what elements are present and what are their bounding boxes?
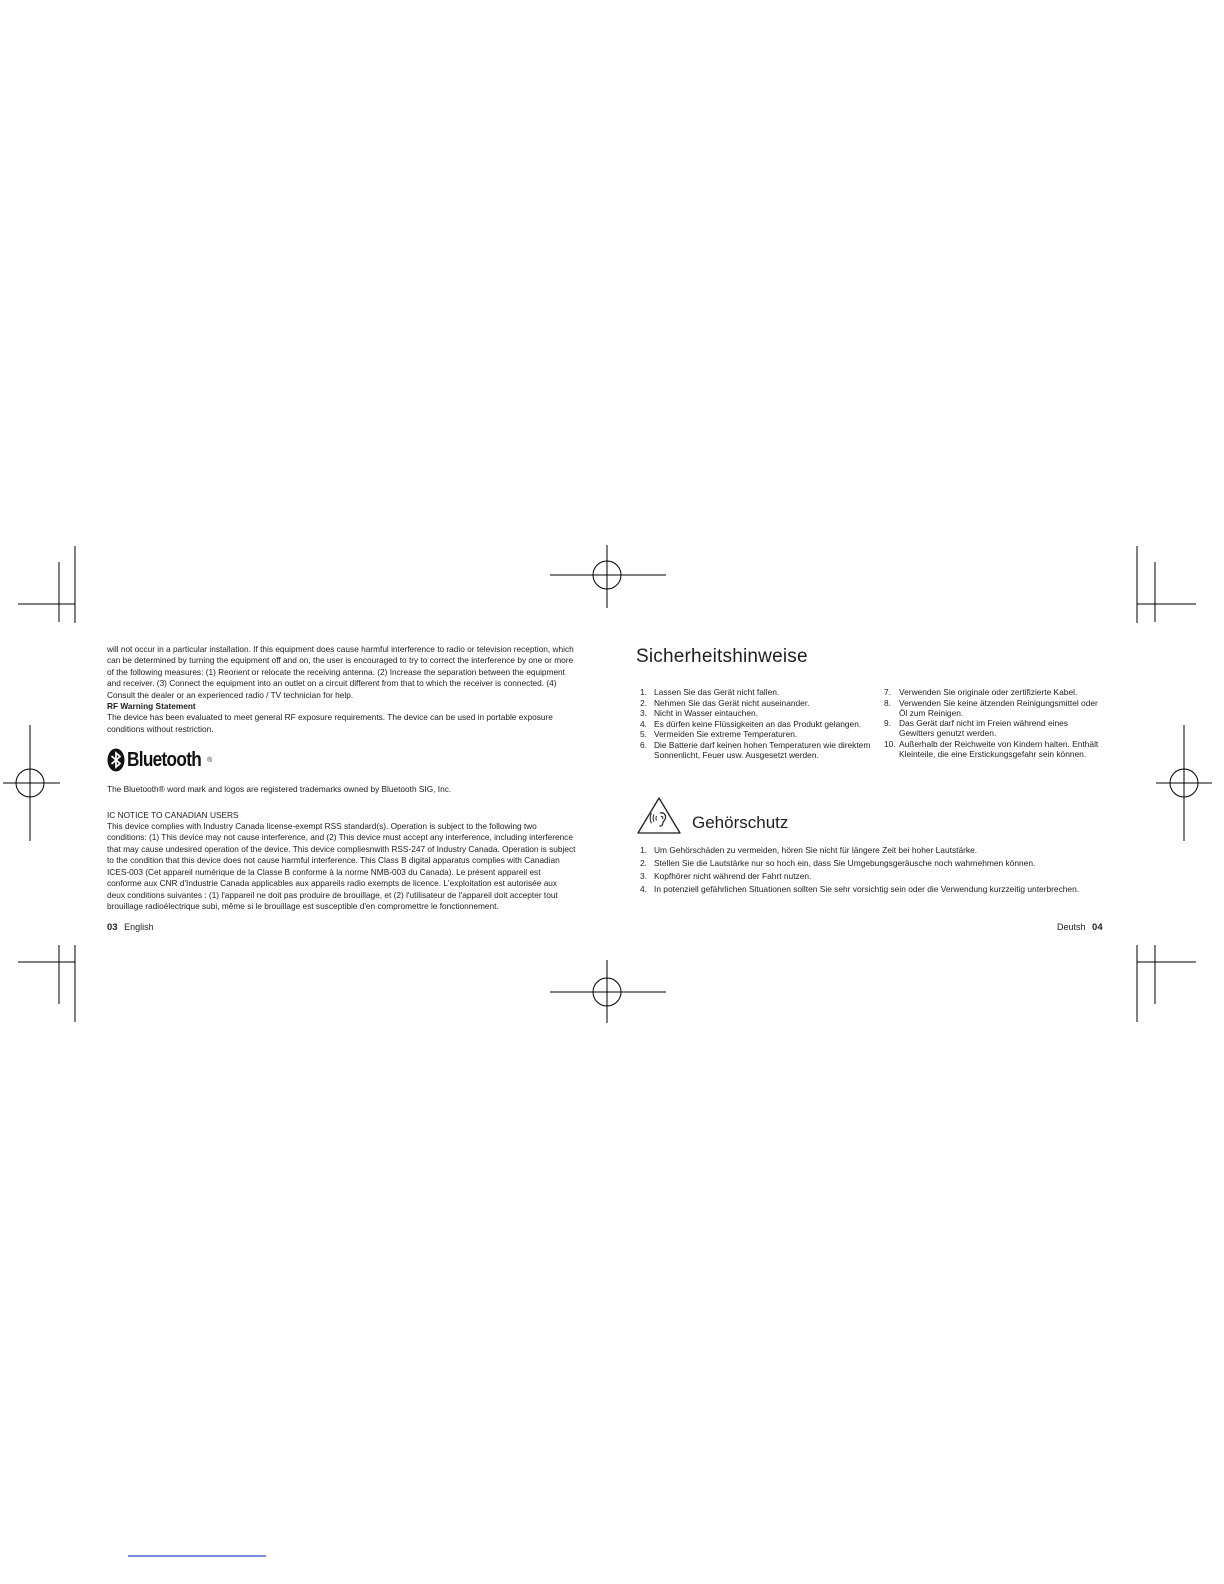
ic-notice-heading: IC NOTICE TO CANADIAN USERS xyxy=(107,809,239,820)
list-item-text: In potenziell gefährlichen Situationen sollten Sie sehr vorsichtig sein oder die Verwendung kurzzeitig unterbrechen. xyxy=(654,883,1080,894)
list-item-number: 10. xyxy=(884,738,896,749)
list-item-text: Verwenden Sie keine ätzenden Reinigungsmittel oder Öl zum Reinigen. xyxy=(899,697,1098,718)
page-number-right: 04 xyxy=(1092,922,1103,933)
page-number-left: 03 xyxy=(107,922,118,933)
list-item-text: Kopfhörer nicht während der Fahrt nutzen. xyxy=(654,870,812,881)
safety-list-item xyxy=(640,708,880,718)
fcc-continued-text: will not occur in a particular installation. If this equipment does cause harmful interference to radio or television reception, which can be determined by turning the equipment off and on, the user is encouraged to try to correct the interference by one or more of the following measures: (1) Reorient or relocate the receiving antenna. (2) Increase the separation between the equipment and receiver. (3) Connect the equipment into an outlet on a circuit different from that to which the receiver is connected. (4) Consult the dealer or an experienced radio / TV technician for help. xyxy=(107,644,574,700)
list-item-text: Das Gerät darf nicht im Freien während eines Gewitters genutzt werden. xyxy=(899,718,1068,739)
list-item-text: Nicht in Wasser eintauchen. xyxy=(654,708,758,718)
list-item-number: 3. xyxy=(640,708,647,718)
list-item-number: 4. xyxy=(640,883,647,894)
hearing-protection-title: Gehörschutz xyxy=(692,813,789,832)
left-page-footer xyxy=(107,922,154,933)
hearing-protection-header xyxy=(636,796,788,836)
hearing-list-item xyxy=(640,884,1110,894)
safety-list-item xyxy=(640,740,880,760)
page-language-left: English xyxy=(124,922,154,932)
hearing-list xyxy=(640,845,1110,897)
safety-list-item xyxy=(640,698,880,708)
list-item-text: Lassen Sie das Gerät nicht fallen. xyxy=(654,687,780,697)
left-page-content xyxy=(107,644,577,912)
list-item-number: 3. xyxy=(640,870,647,881)
safety-list-right xyxy=(884,687,1104,760)
safety-list-item xyxy=(884,687,1104,697)
safety-list-item xyxy=(640,687,880,697)
list-item-number: 4. xyxy=(640,718,647,729)
hearing-list-item xyxy=(640,871,1110,881)
list-item-text: Außerhalb der Reichweite von Kindern halten. Enthält Kleinteile, die eine Erstickungsgefahr sein können. xyxy=(899,738,1099,760)
bluetooth-wordmark: Bluetooth xyxy=(127,748,202,771)
safety-list-left xyxy=(640,687,880,760)
list-item-number: 9. xyxy=(884,718,891,729)
safety-list-item xyxy=(884,739,1104,759)
rf-warning-text: The device has been evaluated to meet general RF exposure requirements. The device can be used in portable exposure conditions without restriction. xyxy=(107,712,553,734)
list-item-number: 8. xyxy=(884,697,891,708)
hearing-warning-icon xyxy=(636,796,682,836)
list-item-text: Nehmen Sie das Gerät nicht auseinander. xyxy=(654,697,810,708)
list-item-text: Stellen Sie die Lautstärke nur so hoch ein, dass Sie Umgebungsgeräusche noch wahrnehmen können. xyxy=(654,857,1036,868)
list-item-text: Es dürfen keine Flüssigkeiten an das Produkt gelangen. xyxy=(654,718,862,729)
list-item-text: Verwenden Sie originale oder zertifizierte Kabel. xyxy=(899,687,1078,697)
safety-list-item xyxy=(884,698,1104,718)
list-item-number: 5. xyxy=(640,729,647,739)
bluetooth-trademark-text: The Bluetooth® word mark and logos are registered trademarks owned by Bluetooth SIG, Inc. xyxy=(107,784,452,795)
list-item-number: 2. xyxy=(640,857,647,868)
hearing-list-item xyxy=(640,858,1110,868)
right-page-footer xyxy=(1057,922,1103,933)
safety-list-item xyxy=(640,729,880,739)
list-item-number: 6. xyxy=(640,739,647,750)
list-item-number: 1. xyxy=(640,845,647,855)
list-item-text: Um Gehörschäden zu vermeiden, hören Sie nicht für längere Zeit bei hoher Lautstärke. xyxy=(654,845,978,855)
list-item-number: 7. xyxy=(884,687,891,697)
bluetooth-logo xyxy=(107,748,577,772)
bluetooth-icon xyxy=(107,748,125,772)
safety-list-item xyxy=(640,719,880,729)
safety-title: Sicherheitshinweise xyxy=(636,646,808,667)
safety-list-item xyxy=(884,718,1104,738)
page-language-right: Deutsh xyxy=(1057,922,1086,932)
list-item-text: Die Batterie darf keinen hohen Temperaturen wie direktem Sonnenlicht, Feuer usw. Ausgesetzt werden. xyxy=(654,739,871,760)
rf-warning-heading: RF Warning Statement xyxy=(107,701,196,712)
list-item-number: 2. xyxy=(640,697,647,708)
bluetooth-registered-mark: ® xyxy=(207,756,213,764)
hearing-list-item xyxy=(640,845,1110,855)
list-item-text: Vermeiden Sie extreme Temperaturen. xyxy=(654,729,798,739)
list-item-number: 1. xyxy=(640,687,647,697)
ic-notice-text: This device complies with Industry Canada license-exempt RSS standard(s). Operation is subject to the following two conditions: (1) This device may not cause interference, and (2) This device must accept any interference, including interference that may cause undesired operation of the device. This device compliesnwith RSS-247 of Industry Canada. Operation is subject to the condition that this device does not cause harmful interference. This Class B digital apparatus complies with Canadian ICES-003 (Cet appareil numérique de la Classe B conforme à la norme NMB-003 du Canada). Le présent appareil est conforme aux CNR d'Industrie Canada applicables aux appareils radio exempts de licence. L'exploitation est autorisée aux deux conditions suivantes : (1) l'appareil ne doit pas produire de brouillage, et (2) l'utilisateur de l'appareil doit accepter tout brouillage radioélectrique subi, même si le brouillage est susceptible d'en compromettre le fonctionnement. xyxy=(107,821,576,911)
